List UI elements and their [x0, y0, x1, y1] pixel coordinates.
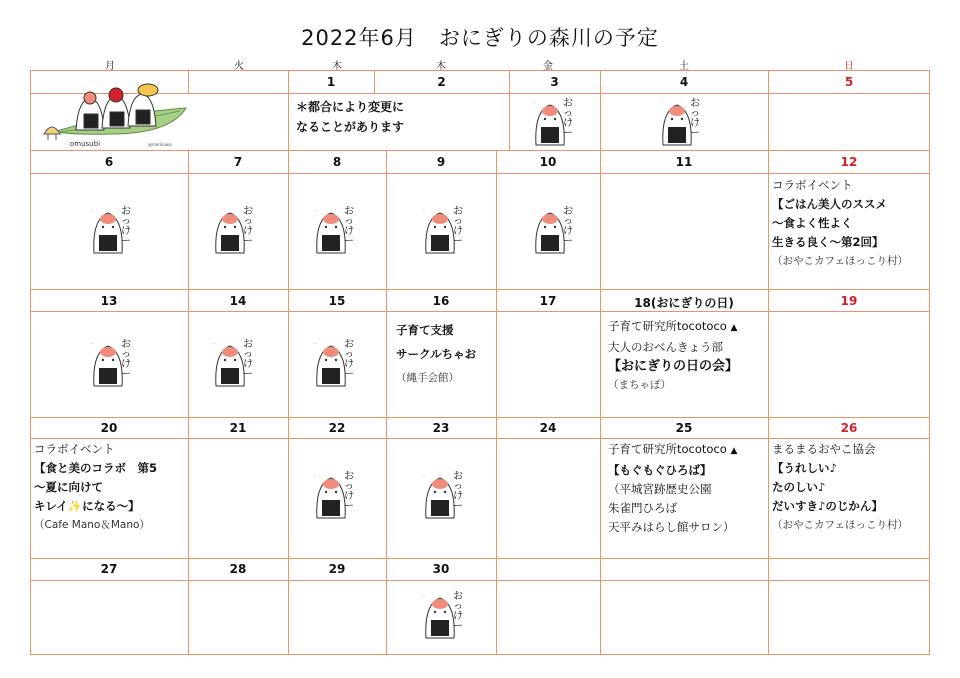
weekday-thu: 木	[436, 61, 446, 72]
onigiri-okeh-icon	[88, 338, 148, 390]
svg-text:··: ··	[90, 208, 94, 215]
day-number: 29	[328, 562, 346, 576]
day-number: 2	[437, 75, 446, 89]
event-day-16	[396, 318, 476, 390]
event-25-line-4: 朱雀門ひろば	[608, 501, 677, 515]
svg-text:··: ··	[422, 593, 426, 600]
event-12-line-2: 【ごはん美人のススメ	[772, 197, 887, 211]
event-16-line-1: 子育て支援	[396, 323, 454, 337]
day-number: 28	[229, 562, 247, 576]
page-title: 2022年6月 おにぎりの森川の予定	[301, 26, 659, 50]
okeh-label: おっけー	[563, 98, 573, 139]
day-number: 17	[539, 294, 557, 308]
onigiri-okeh-icon	[420, 470, 480, 522]
event-16-line-2: サークルちゃお	[396, 347, 477, 361]
event-day-25	[608, 440, 737, 537]
day-number: 20	[100, 421, 118, 435]
day-number: 26	[840, 421, 858, 435]
okeh-label: おっけー	[121, 206, 131, 247]
weekday-fri: 金	[543, 61, 553, 72]
onigiri-okeh-icon	[210, 338, 270, 390]
event-25-line-2: 【もぐもぐひろば】	[608, 463, 712, 477]
event-12-line-1: コラボイベント	[772, 178, 853, 192]
onigiri-okeh-icon	[210, 205, 270, 257]
weekday-sat: 土	[679, 61, 689, 72]
logo-text: omusubi	[70, 140, 101, 148]
onigiri-okeh-icon	[311, 338, 371, 390]
event-day-20	[34, 440, 157, 535]
event-12-line-4: 生きる良く～第2回】	[772, 235, 884, 249]
notice-line-1: ＊都合により変更に	[296, 100, 405, 114]
day-number: 14	[229, 294, 247, 308]
okeh-label: おっけー	[690, 98, 700, 139]
day-number: 30	[432, 562, 450, 576]
event-26-line-4: だいすき♪のじかん】	[772, 499, 883, 513]
event-20-line-5: （Cafe Mano＆Mano）	[34, 519, 150, 531]
event-18-line-4: （まちゃぽ）	[608, 379, 671, 391]
event-20-line-2: 【食と美のコラボ 第5	[34, 461, 158, 475]
day-number: 10	[539, 155, 557, 169]
weekday-mon: 月	[105, 61, 115, 72]
okeh-label: おっけー	[121, 339, 131, 380]
svg-text:··: ··	[212, 208, 216, 215]
weekday-wed: 木	[332, 61, 342, 72]
day-number: 7	[233, 155, 243, 169]
okeh-label: おっけー	[344, 206, 354, 247]
day-number: 24	[539, 421, 557, 435]
event-26-line-3: たのしい♪	[772, 480, 826, 494]
day-number: 19	[840, 294, 858, 308]
okeh-label: おっけー	[243, 339, 253, 380]
event-26-line-5: （おやこカフェほっこり村）	[772, 519, 908, 531]
svg-text:··: ··	[422, 208, 426, 215]
svg-text:··: ··	[212, 341, 216, 348]
onigiri-okeh-icon	[311, 205, 371, 257]
okeh-label: おっけー	[344, 339, 354, 380]
weekday-sun: 日	[844, 61, 854, 72]
svg-text:··: ··	[422, 473, 426, 480]
event-day-18	[608, 317, 738, 395]
day-number: 8	[332, 155, 342, 169]
day-number: 27	[100, 562, 118, 576]
day-number: 21	[229, 421, 247, 435]
svg-text:··: ··	[313, 208, 317, 215]
day-number: 6	[104, 155, 114, 169]
event-16-line-3: （縄手会館）	[396, 372, 459, 384]
event-day-12	[772, 176, 908, 271]
day-number: 4	[679, 75, 689, 89]
day-number: 25	[675, 421, 693, 435]
omusubi-logo	[40, 78, 190, 150]
event-26-line-1: まるまるおやこ協会	[772, 442, 876, 456]
onigiri-okeh-icon	[530, 205, 590, 257]
weekday-tue: 火	[234, 61, 244, 72]
okeh-label: おっけー	[453, 206, 463, 247]
day-number: 3	[550, 75, 559, 89]
event-25-line-1: 子育て研究所tocotoco ▲	[608, 442, 738, 456]
day-number: 5	[844, 75, 854, 89]
notice-line-2: なることがあります	[296, 120, 405, 134]
event-20-line-1: コラボイベント	[34, 442, 115, 456]
onigiri-okeh-icon	[88, 205, 148, 257]
rice-icon: ▲	[730, 446, 738, 456]
event-12-line-5: （おやこカフェほっこり村）	[772, 255, 908, 267]
event-20-line-4: キレイ✨になる～】	[34, 499, 140, 513]
onigiri-okeh-icon	[657, 97, 717, 149]
svg-text:··: ··	[313, 341, 317, 348]
rice-icon: ▲	[730, 323, 738, 333]
day-number: 15	[328, 294, 346, 308]
day-number: 22	[328, 421, 346, 435]
svg-text:··: ··	[313, 473, 317, 480]
okeh-label: おっけー	[344, 471, 354, 512]
day-number: 12	[840, 155, 858, 169]
svg-text:··: ··	[659, 100, 663, 107]
onigiri-okeh-icon	[420, 590, 480, 642]
event-25-line-5: 天平みはらし館サロン）	[608, 520, 735, 534]
event-18-line-2: 大人のおべんきょう部	[608, 340, 723, 354]
onigiri-okeh-icon	[420, 205, 480, 257]
svg-text:··: ··	[90, 341, 94, 348]
day-number: 13	[100, 294, 118, 308]
event-18-line-3: 【おにぎりの日の会】	[608, 359, 739, 374]
day-number: 18(おにぎりの日)	[634, 296, 734, 310]
logo-subtext: @morikawa	[148, 142, 172, 147]
event-12-line-3: ～食よく性よく	[772, 216, 853, 230]
event-25-line-3: （平城宮跡歴史公園	[608, 482, 712, 496]
day-number: 16	[432, 294, 450, 308]
okeh-label: おっけー	[243, 206, 253, 247]
event-18-line-1: 子育て研究所tocotoco ▲	[608, 319, 738, 333]
okeh-label: おっけー	[453, 471, 463, 512]
event-day-26	[772, 440, 908, 535]
okeh-label: おっけー	[453, 591, 463, 632]
event-26-line-2: 【うれしい♪	[772, 461, 837, 475]
day-number: 11	[675, 155, 693, 169]
event-20-line-3: ～夏に向けて	[34, 480, 103, 494]
onigiri-okeh-icon	[311, 470, 371, 522]
svg-text:··: ··	[532, 208, 536, 215]
day-number: 9	[436, 155, 446, 169]
day-number: 1	[326, 75, 336, 89]
svg-text:··: ··	[532, 100, 536, 107]
okeh-label: おっけー	[563, 206, 573, 247]
day-number: 23	[432, 421, 450, 435]
onigiri-okeh-icon	[530, 97, 590, 149]
